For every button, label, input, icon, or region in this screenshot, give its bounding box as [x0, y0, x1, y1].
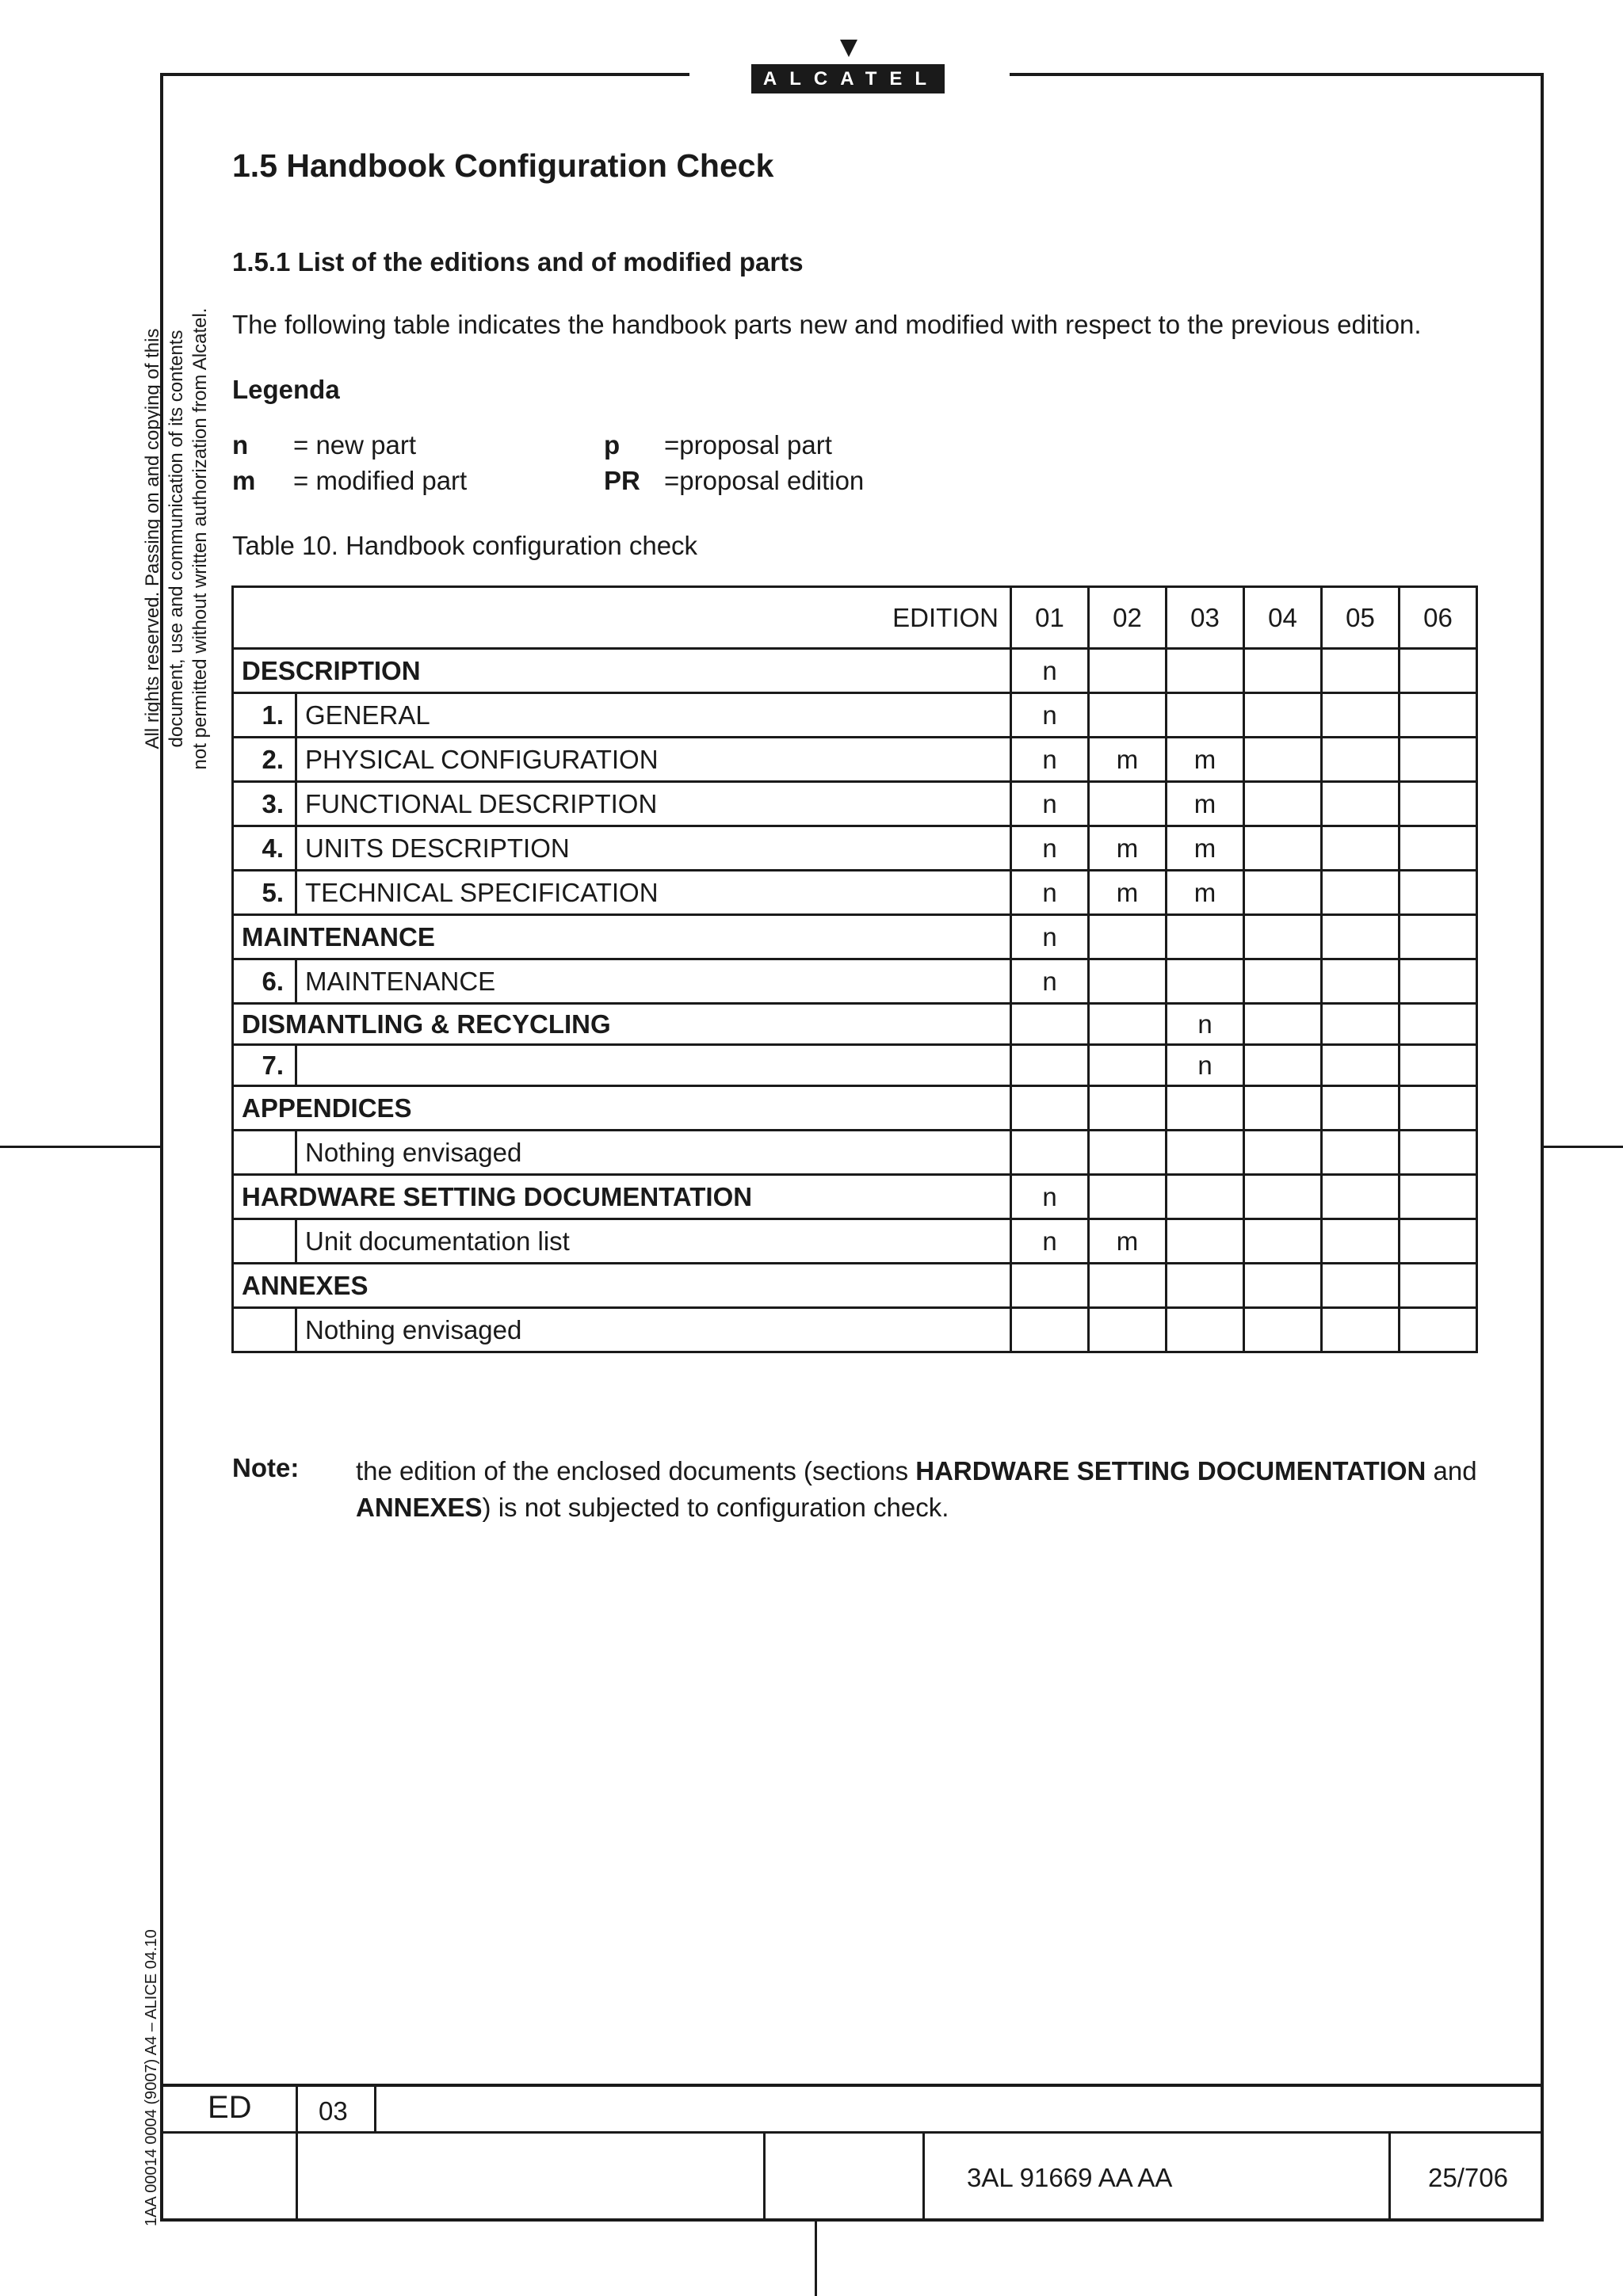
item-number [233, 1131, 296, 1175]
edition-header: 02 [1089, 587, 1167, 649]
edition-mark [1167, 1264, 1244, 1308]
edition-mark [1011, 1086, 1089, 1131]
edition-mark: n [1011, 738, 1089, 782]
subsection-heading: 1.5.1 List of the editions and of modified parts [232, 247, 804, 277]
edition-mark [1011, 1004, 1089, 1045]
edition-mark [1244, 1045, 1322, 1086]
footer-top-line [160, 2084, 1544, 2087]
edition-mark [1244, 738, 1322, 782]
table-body [233, 587, 1477, 1352]
edition-mark [1400, 1004, 1477, 1045]
edition-mark [1089, 782, 1167, 826]
edition-mark [1322, 871, 1400, 915]
item-title: Nothing envisaged [296, 1308, 1011, 1352]
edition-mark: m [1167, 738, 1244, 782]
edition-mark [1089, 1004, 1167, 1045]
edition-mark [1244, 871, 1322, 915]
edition-mark [1400, 915, 1477, 959]
footer-divider [1388, 2131, 1391, 2218]
table-row [233, 1045, 1477, 1086]
edition-mark [1322, 1175, 1400, 1219]
item-number: 7. [233, 1045, 296, 1086]
legend-desc-n: = new part [293, 430, 417, 460]
edition-header: 04 [1244, 587, 1322, 649]
legend-key-p: p [604, 430, 621, 460]
item-title: Nothing envisaged [296, 1131, 1011, 1175]
edition-mark [1089, 1264, 1167, 1308]
edition-mark [1244, 1004, 1322, 1045]
cut-mark [815, 2222, 817, 2296]
table-row [233, 1308, 1477, 1352]
configuration-table [231, 585, 1478, 1353]
note-label: Note: [232, 1453, 300, 1482]
form-code: 1AA 00014 0004 (9007) A4 – ALICE 04.10 [143, 1929, 160, 2226]
edition-mark [1089, 1131, 1167, 1175]
edition-mark [1400, 1045, 1477, 1086]
edition-mark [1167, 1131, 1244, 1175]
table-row [233, 959, 1477, 1004]
edition-mark [1400, 1175, 1477, 1219]
legend-desc-m: = modified part [293, 466, 468, 495]
edition-header: 05 [1322, 587, 1400, 649]
fold-mark-right [1544, 1146, 1623, 1148]
table-row [233, 782, 1477, 826]
edition-mark [1167, 649, 1244, 693]
section-title: ANNEXES [233, 1264, 1011, 1308]
section-title: DISMANTLING & RECYCLING [233, 1004, 1011, 1045]
section-title: DESCRIPTION [233, 649, 1011, 693]
edition-mark: n [1011, 782, 1089, 826]
table-row [233, 871, 1477, 915]
edition-mark [1244, 959, 1322, 1004]
edition-mark [1011, 1131, 1089, 1175]
footer-ed-label: ED [208, 2090, 252, 2125]
edition-mark [1400, 649, 1477, 693]
edition-mark [1322, 1219, 1400, 1264]
edition-mark: n [1011, 959, 1089, 1004]
item-title: GENERAL [296, 693, 1011, 738]
edition-mark [1322, 738, 1400, 782]
item-title [296, 1045, 1011, 1086]
edition-mark [1089, 959, 1167, 1004]
intro-paragraph: The following table indicates the handbook parts new and modified with respect to the previous edition. [232, 310, 1422, 339]
legend-desc-pr: =proposal edition [664, 466, 865, 495]
edition-mark [1167, 1308, 1244, 1352]
copyright-line: not permitted without written authorization from Alcatel. [189, 307, 211, 770]
edition-mark [1089, 693, 1167, 738]
footer-divider [374, 2084, 376, 2131]
table-row [233, 693, 1477, 738]
edition-header: 01 [1011, 587, 1089, 649]
section-title: HARDWARE SETTING DOCUMENTATION [233, 1175, 1011, 1219]
edition-mark [1167, 915, 1244, 959]
table-row [233, 826, 1477, 871]
item-number: 1. [233, 693, 296, 738]
page-frame-top-right [1010, 73, 1544, 76]
edition-mark [1244, 649, 1322, 693]
edition-mark: n [1167, 1045, 1244, 1086]
item-title: FUNCTIONAL DESCRIPTION [296, 782, 1011, 826]
edition-mark: n [1011, 915, 1089, 959]
edition-mark [1011, 1264, 1089, 1308]
edition-mark [1167, 1086, 1244, 1131]
page-frame-bottom [160, 2218, 1544, 2222]
edition-mark [1244, 1175, 1322, 1219]
edition-mark: n [1011, 871, 1089, 915]
legend-desc-p: =proposal part [664, 430, 832, 460]
table-section-row [233, 1175, 1477, 1219]
edition-mark [1400, 1219, 1477, 1264]
edition-mark [1244, 1308, 1322, 1352]
edition-mark [1244, 1219, 1322, 1264]
edition-mark [1244, 1264, 1322, 1308]
item-title: PHYSICAL CONFIGURATION [296, 738, 1011, 782]
edition-header: 06 [1400, 587, 1477, 649]
edition-mark [1322, 649, 1400, 693]
edition-mark [1244, 1086, 1322, 1131]
edition-mark [1244, 915, 1322, 959]
edition-mark [1089, 649, 1167, 693]
edition-mark [1400, 1264, 1477, 1308]
footer-mid-line [160, 2131, 1544, 2134]
table-caption: Table 10. Handbook configuration check [232, 531, 698, 560]
edition-mark [1011, 1045, 1089, 1086]
item-title: Unit documentation list [296, 1219, 1011, 1264]
footer-page-number: 25/706 [1428, 2163, 1508, 2192]
item-number [233, 1219, 296, 1264]
table-row [233, 738, 1477, 782]
edition-mark [1322, 782, 1400, 826]
footer-ed-value: 03 [319, 2096, 348, 2126]
edition-mark [1322, 1045, 1400, 1086]
edition-mark [1322, 915, 1400, 959]
edition-mark: m [1089, 738, 1167, 782]
edition-mark [1400, 1086, 1477, 1131]
item-number: 3. [233, 782, 296, 826]
item-number: 6. [233, 959, 296, 1004]
edition-mark [1400, 871, 1477, 915]
item-number: 4. [233, 826, 296, 871]
edition-mark [1011, 1308, 1089, 1352]
edition-mark [1089, 1175, 1167, 1219]
legend-key-n: n [232, 430, 249, 460]
edition-mark [1400, 782, 1477, 826]
edition-mark [1400, 959, 1477, 1004]
table-row [233, 1131, 1477, 1175]
edition-header: 03 [1167, 587, 1244, 649]
section-heading: 1.5 Handbook Configuration Check [232, 147, 774, 184]
copyright-line: All rights reserved. Passing on and copying of this [142, 328, 163, 749]
item-title: UNITS DESCRIPTION [296, 826, 1011, 871]
edition-mark [1244, 782, 1322, 826]
item-number: 5. [233, 871, 296, 915]
edition-mark [1322, 1308, 1400, 1352]
edition-mark [1322, 1131, 1400, 1175]
item-number: 2. [233, 738, 296, 782]
edition-mark [1089, 1308, 1167, 1352]
table-section-row [233, 1086, 1477, 1131]
edition-mark [1244, 826, 1322, 871]
table-header-row [233, 587, 1477, 649]
edition-mark [1322, 1264, 1400, 1308]
item-title: MAINTENANCE [296, 959, 1011, 1004]
edition-mark [1167, 1175, 1244, 1219]
legend-key-m: m [232, 466, 256, 495]
edition-mark [1400, 693, 1477, 738]
legend-key-pr: PR [604, 466, 640, 495]
edition-mark [1400, 1131, 1477, 1175]
edition-mark [1322, 1086, 1400, 1131]
edition-mark [1322, 1004, 1400, 1045]
copyright-line: document, use and communication of its contents [166, 330, 187, 748]
edition-mark [1167, 1219, 1244, 1264]
edition-mark: n [1167, 1004, 1244, 1045]
footer-divider [296, 2084, 298, 2218]
edition-mark: n [1011, 1219, 1089, 1264]
edition-mark [1244, 1131, 1322, 1175]
edition-label: EDITION [233, 587, 1011, 649]
edition-mark: m [1167, 826, 1244, 871]
item-number [233, 1308, 296, 1352]
edition-mark [1167, 693, 1244, 738]
alcatel-logo: ALCATEL [751, 64, 945, 93]
item-title: TECHNICAL SPECIFICATION [296, 871, 1011, 915]
edition-mark: m [1167, 782, 1244, 826]
edition-mark [1400, 738, 1477, 782]
fold-mark-left [0, 1146, 160, 1148]
edition-mark: m [1089, 871, 1167, 915]
edition-mark: n [1011, 1175, 1089, 1219]
edition-mark: m [1167, 871, 1244, 915]
edition-mark: n [1011, 826, 1089, 871]
edition-mark [1322, 826, 1400, 871]
edition-mark [1322, 693, 1400, 738]
footer-divider [922, 2131, 925, 2218]
section-title: MAINTENANCE [233, 915, 1011, 959]
edition-mark [1400, 1308, 1477, 1352]
edition-mark [1089, 1045, 1167, 1086]
section-title: APPENDICES [233, 1086, 1011, 1131]
copyright-notice [141, 254, 212, 824]
footer-doc-code: 3AL 91669 AA AA [967, 2163, 1173, 2192]
edition-mark: n [1011, 693, 1089, 738]
edition-mark [1400, 826, 1477, 871]
edition-mark [1089, 915, 1167, 959]
edition-mark [1167, 959, 1244, 1004]
edition-mark: n [1011, 649, 1089, 693]
edition-mark [1244, 693, 1322, 738]
table-row [233, 1219, 1477, 1264]
legenda-title: Legenda [232, 375, 340, 404]
edition-mark [1322, 959, 1400, 1004]
page-frame-top-left [160, 73, 689, 76]
edition-mark: m [1089, 1219, 1167, 1264]
edition-mark [1089, 1086, 1167, 1131]
table-section-row [233, 1004, 1477, 1045]
table-section-row [233, 649, 1477, 693]
edition-mark: m [1089, 826, 1167, 871]
logo-triangle-icon [840, 40, 857, 57]
footer-divider [763, 2131, 766, 2218]
table-section-row [233, 1264, 1477, 1308]
table-section-row [233, 915, 1477, 959]
note-text: the edition of the enclosed documents (sections HARDWARE SETTING DOCUMENTATION and ANNEXES) is not subjected to configuration check. [356, 1456, 1477, 1522]
